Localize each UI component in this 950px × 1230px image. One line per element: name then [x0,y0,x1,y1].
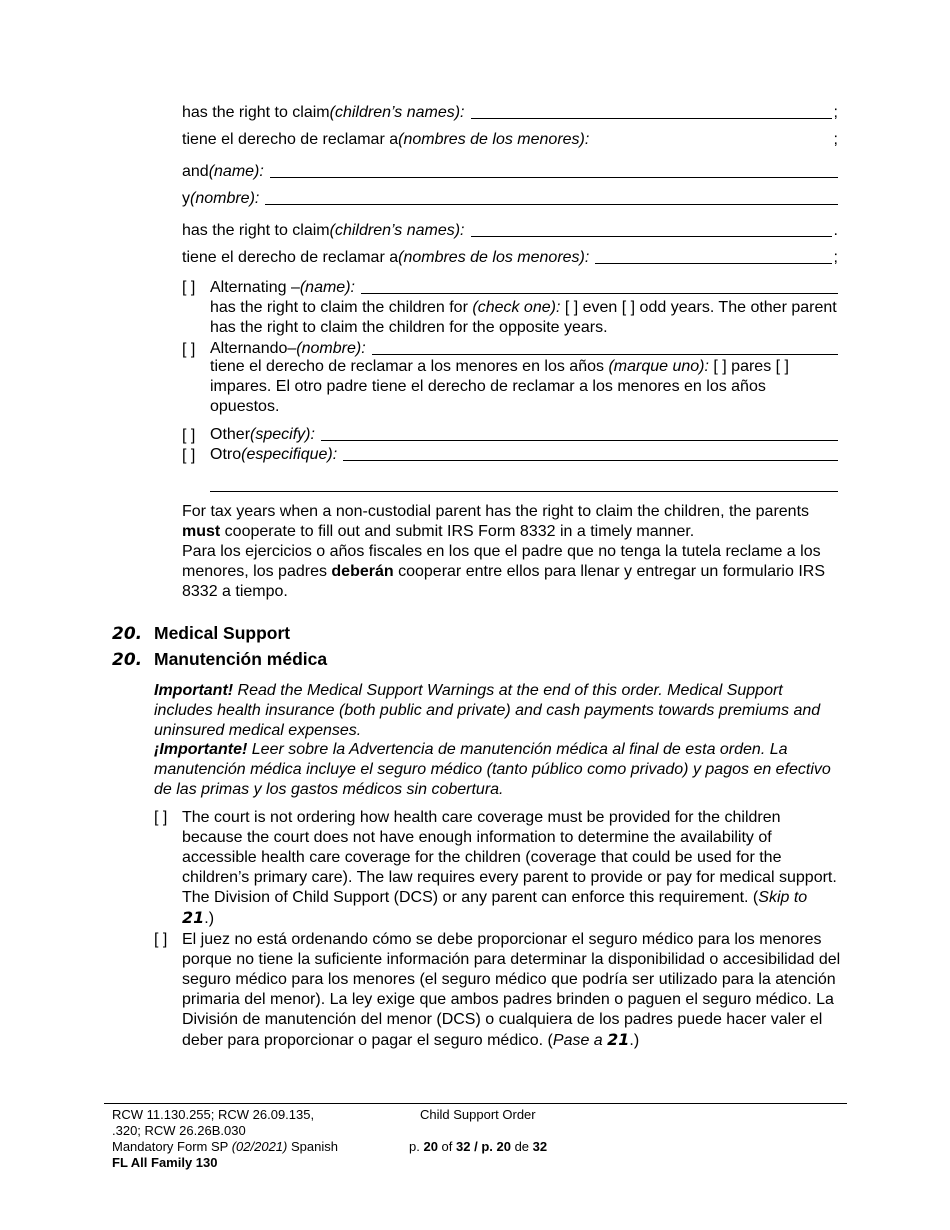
and-name-row-en: and (name): [182,160,838,182]
footer-page-number: p. 20 of 32 / p. 20 de 32 [409,1139,548,1154]
children-names-field-1[interactable] [471,118,832,119]
court-not-ordering-checkbox[interactable]: [ ] [154,809,168,826]
juez-no-ordenando-checkbox[interactable]: [ ] [154,931,168,948]
footer-left: RCW 11.130.255; RCW 26.09.135, .320; RCW 26.26B.030 Mandatory Form SP (02/2021) Spanish FL All Family 130 [112,1107,338,1170]
alternating-text-es: tiene el derecho de reclamar a los menores en los años (marque uno): [ ] pares [ ] impares. El otro padre tiene el derecho de reclamar a los menores en los años opuestos. [210,358,789,415]
claim-row-2-es: tiene el derecho de reclamar a (nombres de los menores): ; [182,249,838,266]
court-not-ordering-text-es: El juez no está ordenando cómo se debe proporcionar el seguro médico para los menores porque no tiene la suficiente información para determinar la disponibilidad o accesibilidad del seguro médico para los menores (el seguro médico que podría ser utilizado para la atención primaria del menor). La ley exige que ambos padres brinden o paguen el seguro médico. La División de manutención del menor (DCS) o cualquiera de los padres puede hacer valer el deber para proporcionar o pagar el seguro médico. (Pase a 21.) [182,931,841,1049]
claim-row-2-en: has the right to claim (children’s names): . [182,222,838,239]
and-name-row-es: y (nombre): [182,187,838,209]
tax-note-es: Para los ejercicios o años fiscales en los que el padre que no tenga la tutela reclame a los menores, los padres deberán cooperar entre ellos para llenar y entregar un formulario IRS 8332 a tiempo. [182,543,825,600]
other-checkbox[interactable]: [ ] [182,427,196,444]
tax-note-en: For tax years when a non-custodial parent has the right to claim the children, the parents must cooperate to fill out and submit IRS Form 8332 in a timely manner. [182,503,810,540]
alternating-row: Alternating – (name): [210,276,838,298]
alternando-row: Alternando– (nombre): [210,337,838,359]
otro-checkbox[interactable]: [ ] [182,447,196,464]
footer-divider [104,1103,847,1104]
footer-title: Child Support Order [420,1107,536,1122]
otro-row: Otro (especifique): [210,443,838,465]
alternating-name-field[interactable] [361,293,838,294]
important-note-es: ¡Importante! Leer sobre la Advertencia de manutención médica al final de esta orden. La manutención médica incluye el seguro médico (tanto público como privado) y pagos en efectivo de las primas y los gastos médicos sin cobertura. [154,741,831,798]
section-20-heading-es: 20. Manutención médica [112,649,328,670]
court-not-ordering-text-en: The court is not ordering how health care coverage must be provided for the children because the court does not have enough information to determine the availability of accessible health care coverage for the children (coverage that could be used for the children’s primary care). The law requires every parent to provide or pay for medical support. The Division of Child Support (DCS) or any parent can enforce this requirement. (Skip to 21.) [182,809,837,927]
name-field[interactable] [270,177,838,178]
other-specify-field[interactable] [321,440,838,441]
other-row: Other (specify): [210,423,838,445]
otro-especifique-field[interactable] [343,460,838,461]
nombres-menores-field-2[interactable] [595,263,831,264]
alternating-text-en: has the right to claim the children for (check one): [ ] even [ ] odd years. The other parent has the right to claim the children for the opposite years. [210,299,837,336]
important-note-en: Important! Read the Medical Support Warnings at the end of this order. Medical Support includes health insurance (both public and private) and cash payments towards premiums and uninsured medical expenses. [154,682,821,739]
claim-row-1-en: has the right to claim (children’s names): ; [182,104,838,121]
claim-row-1-es: tiene el derecho de reclamar a (nombres de los menores): ; [182,131,838,148]
section-20-heading-en: 20. Medical Support [112,623,291,644]
alternating-checkbox[interactable]: [ ] [182,279,196,296]
alternando-checkbox[interactable]: [ ] [182,341,196,358]
other-extra-line[interactable] [210,491,838,492]
children-names-field-2[interactable] [471,236,832,237]
alternando-name-field[interactable] [372,354,838,355]
nombre-field[interactable] [265,204,838,205]
